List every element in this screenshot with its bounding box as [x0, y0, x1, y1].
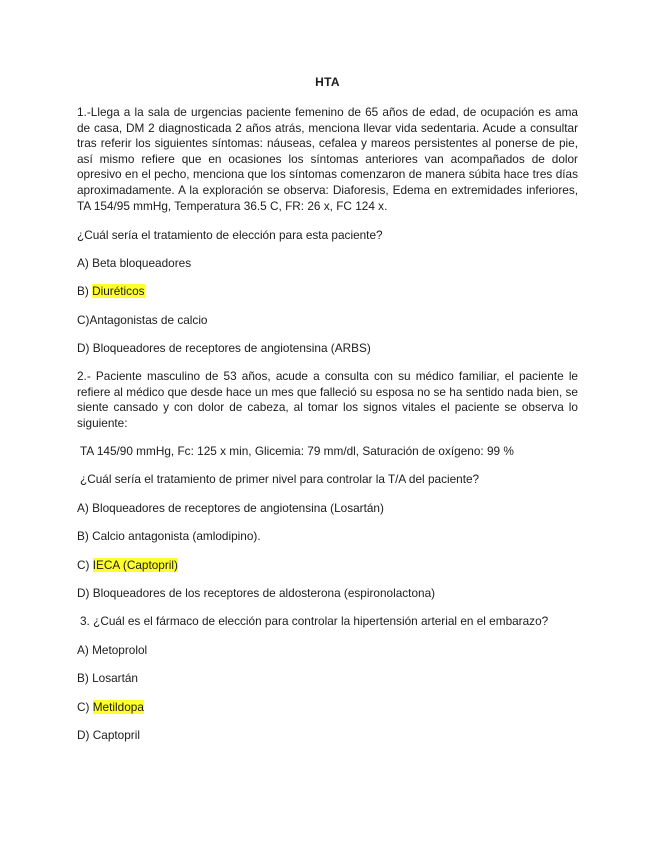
option-prefix: C) [77, 558, 93, 572]
option-text-highlighted: Diuréticos [92, 284, 145, 298]
q1-option-a [77, 256, 191, 271]
option-text: Bloqueadores de receptores de angiotensina (ARBS) [92, 341, 371, 355]
option-prefix: D) [77, 586, 93, 600]
q2-option-d [77, 586, 435, 601]
q3-question: 3. ¿Cuál es el fármaco de elección para controlar la hipertensión arterial en el embarazo? [80, 614, 549, 628]
option-prefix: A) [77, 501, 93, 515]
q2-vitals: TA 145/90 mmHg, Fc: 125 x min, Glicemia: 79 mm/dl, Saturación de oxígeno: 99 % [80, 444, 514, 458]
option-prefix: B) [77, 284, 93, 298]
option-text: Metoprolol [92, 643, 148, 657]
option-text: Losartán [92, 671, 138, 685]
q1-option-c [77, 313, 208, 328]
option-text: Bloqueadores de los receptores de aldosterona (espironolactona) [92, 586, 436, 600]
q3-option-d [77, 728, 140, 743]
q2-option-c [77, 558, 178, 573]
q3-option-b [77, 671, 138, 686]
option-text: Antagonistas de calcio [89, 313, 208, 327]
option-text-highlighted: Metildopa [92, 700, 144, 714]
q2-option-b [77, 529, 261, 544]
option-text: Bloqueadores de receptores de angiotensina (Losartán) [92, 501, 384, 515]
q1-option-b [77, 284, 145, 299]
q1-question: ¿Cuál sería el tratamiento de elección para esta paciente? [77, 228, 383, 242]
option-text-highlighted: IECA (Captopril) [92, 558, 178, 572]
q2-option-a [77, 501, 384, 516]
option-prefix: A) [77, 256, 93, 270]
q1-option-d [77, 341, 371, 356]
option-prefix: D) [77, 341, 93, 355]
option-prefix: C) [77, 700, 93, 714]
option-prefix: B) [77, 671, 93, 685]
option-text: Captopril [92, 728, 140, 742]
q2-stem: 2.- Paciente masculino de 53 años, acude a consulta con su médico familiar, el paciente le refiere al médico que desde hace un mes que falleció su esposa no se ha sentido nada bien, se siente cansado y con dolor de cabeza, al tomar los signos vitales el paciente se observa lo siguiente: [77, 369, 578, 430]
option-prefix: D) [77, 728, 93, 742]
option-text: Calcio antagonista (amlodipino). [92, 529, 261, 543]
option-text: Beta bloqueadores [92, 256, 192, 270]
document-title: HTA [315, 75, 340, 89]
q2-question: ¿Cuál sería el tratamiento de primer nivel para controlar la T/A del paciente? [80, 472, 480, 486]
q3-option-c [77, 700, 144, 715]
option-prefix: A) [77, 643, 93, 657]
option-prefix: C) [77, 313, 90, 327]
q1-stem: 1.-Llega a la sala de urgencias paciente femenino de 65 años de edad, de ocupación es ama de casa, DM 2 diagnosticada 2 años atrás, menciona llevar vida sedentaria. Acude a consultar tras referir los siguientes síntomas: náuseas, cefalea y mareos persistentes al ponerse de pie, así mismo refiere que en ocasiones los síntomas anteriores van acompañados de dolor opresivo en el pecho, menciona que los síntomas comenzaron de manera súbita hace tres días aproximadamente. A la exploración se observa: Diaforesis, Edema en extremidades inferiores, TA 154/95 mmHg, Temperatura 36.5 C, FR: 26 x, FC 124 x. [77, 105, 578, 213]
q3-option-a [77, 643, 147, 658]
option-prefix: B) [77, 529, 93, 543]
